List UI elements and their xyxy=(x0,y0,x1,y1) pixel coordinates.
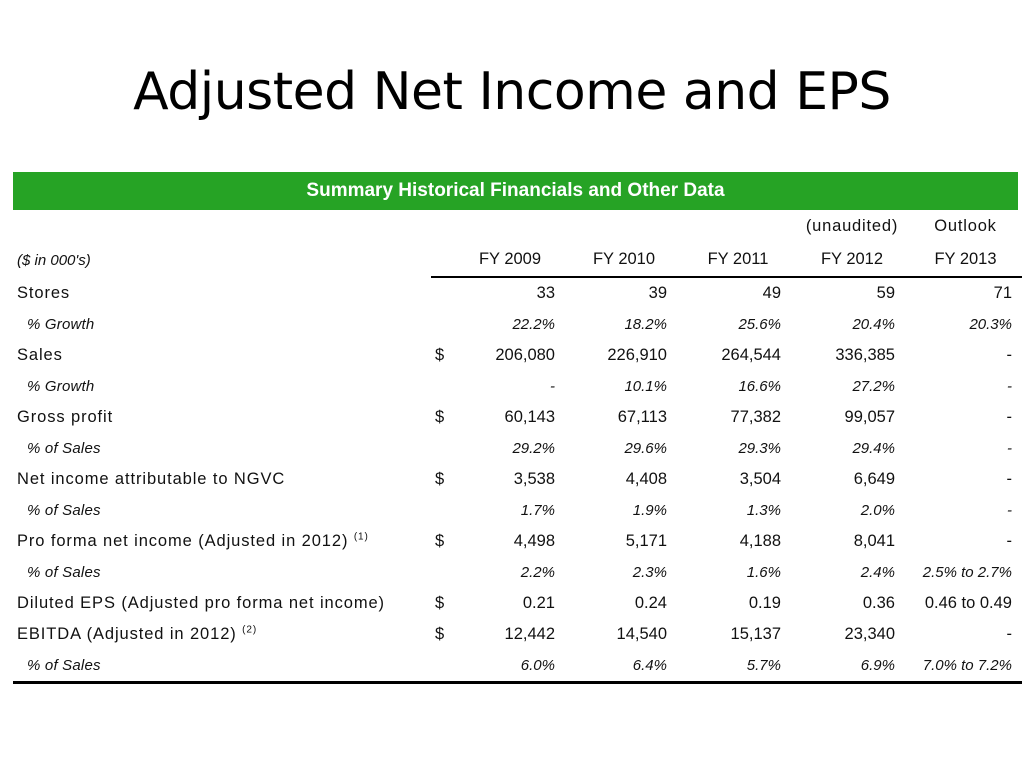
row-label xyxy=(13,619,431,650)
year-header: FY 2009 xyxy=(453,243,567,277)
cell-value: 18.2% xyxy=(624,316,667,333)
row-label xyxy=(13,433,431,464)
cell-value: 20.4% xyxy=(852,316,895,333)
row-label-text: % of Sales xyxy=(27,657,101,674)
currency-symbol: $ xyxy=(435,594,445,612)
cell-value: - xyxy=(1006,532,1012,550)
currency-symbol xyxy=(431,650,453,683)
cell-value: 29.2% xyxy=(512,440,555,457)
currency-symbol: $ xyxy=(435,532,445,550)
cell-value: 12,442 xyxy=(504,625,555,643)
cell-value: 16.6% xyxy=(738,378,781,395)
cell-value: 59 xyxy=(876,284,895,302)
cell-value: 2.2% xyxy=(520,564,555,581)
row-label-text: % of Sales xyxy=(27,564,101,581)
cell-value: 5.7% xyxy=(681,650,795,683)
cell-value: 3,538 xyxy=(513,470,555,488)
row-label xyxy=(13,557,431,588)
cell-value: 99,057 xyxy=(844,408,895,426)
table-row xyxy=(13,650,1022,683)
outlook-label: Outlook xyxy=(934,217,997,235)
table-row xyxy=(13,402,1022,433)
table-row xyxy=(13,433,1022,464)
row-label xyxy=(13,495,431,526)
row-label-text: Sales xyxy=(17,346,63,364)
units-label: ($ in 000's) xyxy=(17,251,91,269)
table-row xyxy=(13,464,1022,495)
cell-value: 25.6% xyxy=(738,316,781,333)
cell-value: - xyxy=(1007,502,1012,519)
cell-value: 14,540 xyxy=(616,625,667,643)
table-row xyxy=(13,277,1022,309)
table-row xyxy=(13,495,1022,526)
cell-value: 29.4% xyxy=(852,440,895,457)
cell-value: 6.9% xyxy=(795,650,909,683)
cell-value: 29.3% xyxy=(738,440,781,457)
cell-value: - xyxy=(1006,346,1012,364)
cell-value: 20.3% xyxy=(969,316,1012,333)
cell-value: - xyxy=(1007,378,1012,395)
cell-value: 10.1% xyxy=(624,378,667,395)
cell-value: 3,504 xyxy=(739,470,781,488)
cell-value: - xyxy=(1006,625,1012,643)
cell-value: 4,408 xyxy=(625,470,667,488)
row-label-text: % of Sales xyxy=(27,440,101,457)
row-label xyxy=(13,309,431,340)
cell-value: 2.4% xyxy=(860,564,895,581)
cell-value: 2.3% xyxy=(632,564,667,581)
table-row xyxy=(13,309,1022,340)
row-label xyxy=(13,277,431,309)
cell-value: 0.21 xyxy=(522,594,555,612)
currency-symbol: $ xyxy=(435,408,445,426)
slide-title: Adjusted Net Income and EPS xyxy=(133,62,891,122)
cell-value: 2.0% xyxy=(860,502,895,519)
header-row-top xyxy=(13,210,1022,243)
cell-value: 29.6% xyxy=(624,440,667,457)
cell-value: 4,188 xyxy=(739,532,781,550)
footnote-marker: (2) xyxy=(242,624,258,636)
year-header: FY 2011 xyxy=(681,243,795,277)
row-label xyxy=(13,371,431,402)
table-row xyxy=(13,557,1022,588)
cell-value: 1.3% xyxy=(746,502,781,519)
cell-value: - xyxy=(1006,470,1012,488)
currency-symbol xyxy=(431,433,453,464)
year-header: FY 2010 xyxy=(567,243,681,277)
row-label-text: Stores xyxy=(17,283,71,302)
cell-value: 39 xyxy=(648,284,667,302)
row-label xyxy=(13,650,431,683)
row-label xyxy=(13,402,431,433)
row-label xyxy=(13,464,431,495)
cell-value: 7.0% to 7.2% xyxy=(909,650,1022,683)
table-row xyxy=(13,340,1022,371)
currency-symbol xyxy=(431,277,453,309)
cell-value: 6.4% xyxy=(567,650,681,683)
row-label-text: Diluted EPS (Adjusted pro forma net income) xyxy=(17,594,385,612)
cell-value: 71 xyxy=(993,284,1012,302)
row-label xyxy=(13,526,431,557)
financials-grid xyxy=(13,210,1022,684)
cell-value: 1.9% xyxy=(632,502,667,519)
currency-symbol xyxy=(431,495,453,526)
row-label-text: % Growth xyxy=(27,316,95,333)
cell-value: 336,385 xyxy=(835,346,895,364)
currency-symbol: $ xyxy=(435,346,445,364)
year-header: FY 2013 xyxy=(909,243,1022,277)
currency-symbol: $ xyxy=(435,470,445,488)
cell-value: 0.46 to 0.49 xyxy=(924,594,1012,612)
row-label-text: Pro forma net income (Adjusted in 2012) xyxy=(17,532,349,550)
cell-value: 67,113 xyxy=(617,408,667,426)
cell-value: 8,041 xyxy=(853,532,895,550)
currency-symbol xyxy=(431,309,453,340)
table-row xyxy=(13,588,1022,619)
row-label xyxy=(13,588,431,619)
unaudited-label: (unaudited) xyxy=(805,217,899,235)
currency-symbol xyxy=(431,557,453,588)
cell-value: 264,544 xyxy=(721,346,781,364)
row-label-text: % Growth xyxy=(27,378,95,395)
cell-value: 2.5% to 2.7% xyxy=(922,564,1012,581)
year-header: FY 2012 xyxy=(795,243,909,277)
cell-value: 206,080 xyxy=(495,346,555,364)
cell-value: 49 xyxy=(762,284,781,302)
table-row xyxy=(13,371,1022,402)
table-row xyxy=(13,526,1022,557)
header-row-years xyxy=(13,243,1022,277)
cell-value: 22.2% xyxy=(512,316,555,333)
financials-table xyxy=(13,172,1018,684)
table-row xyxy=(13,619,1022,650)
cell-value: 0.19 xyxy=(748,594,781,612)
cell-value: 33 xyxy=(536,284,555,302)
cell-value: 0.36 xyxy=(862,594,895,612)
cell-value: - xyxy=(1006,408,1012,426)
cell-value: 1.6% xyxy=(746,564,781,581)
row-label-text: % of Sales xyxy=(27,502,101,519)
cell-value: 6.0% xyxy=(453,650,567,683)
currency-symbol xyxy=(431,371,453,402)
row-label-text: Net income attributable to NGVC xyxy=(17,470,286,488)
cell-value: 4,498 xyxy=(513,532,555,550)
cell-value: 6,649 xyxy=(853,470,895,488)
cell-value: 5,171 xyxy=(625,532,667,550)
row-label xyxy=(13,340,431,371)
cell-value: - xyxy=(1007,440,1012,457)
cell-value: 1.7% xyxy=(520,502,555,519)
cell-value: 77,382 xyxy=(730,408,781,426)
cell-value: 27.2% xyxy=(852,378,895,395)
currency-symbol: $ xyxy=(435,625,445,643)
cell-value: 0.24 xyxy=(634,594,667,612)
row-label-text: EBITDA (Adjusted in 2012) xyxy=(17,625,237,643)
table-banner: Summary Historical Financials and Other Data xyxy=(13,172,1018,210)
footnote-marker: (1) xyxy=(353,531,369,543)
cell-value: 15,137 xyxy=(730,625,781,643)
row-label-text: Gross profit xyxy=(17,408,114,426)
cell-value: 226,910 xyxy=(607,346,667,364)
cell-value: - xyxy=(550,378,555,395)
cell-value: 23,340 xyxy=(844,625,895,643)
cell-value: 60,143 xyxy=(504,408,555,426)
